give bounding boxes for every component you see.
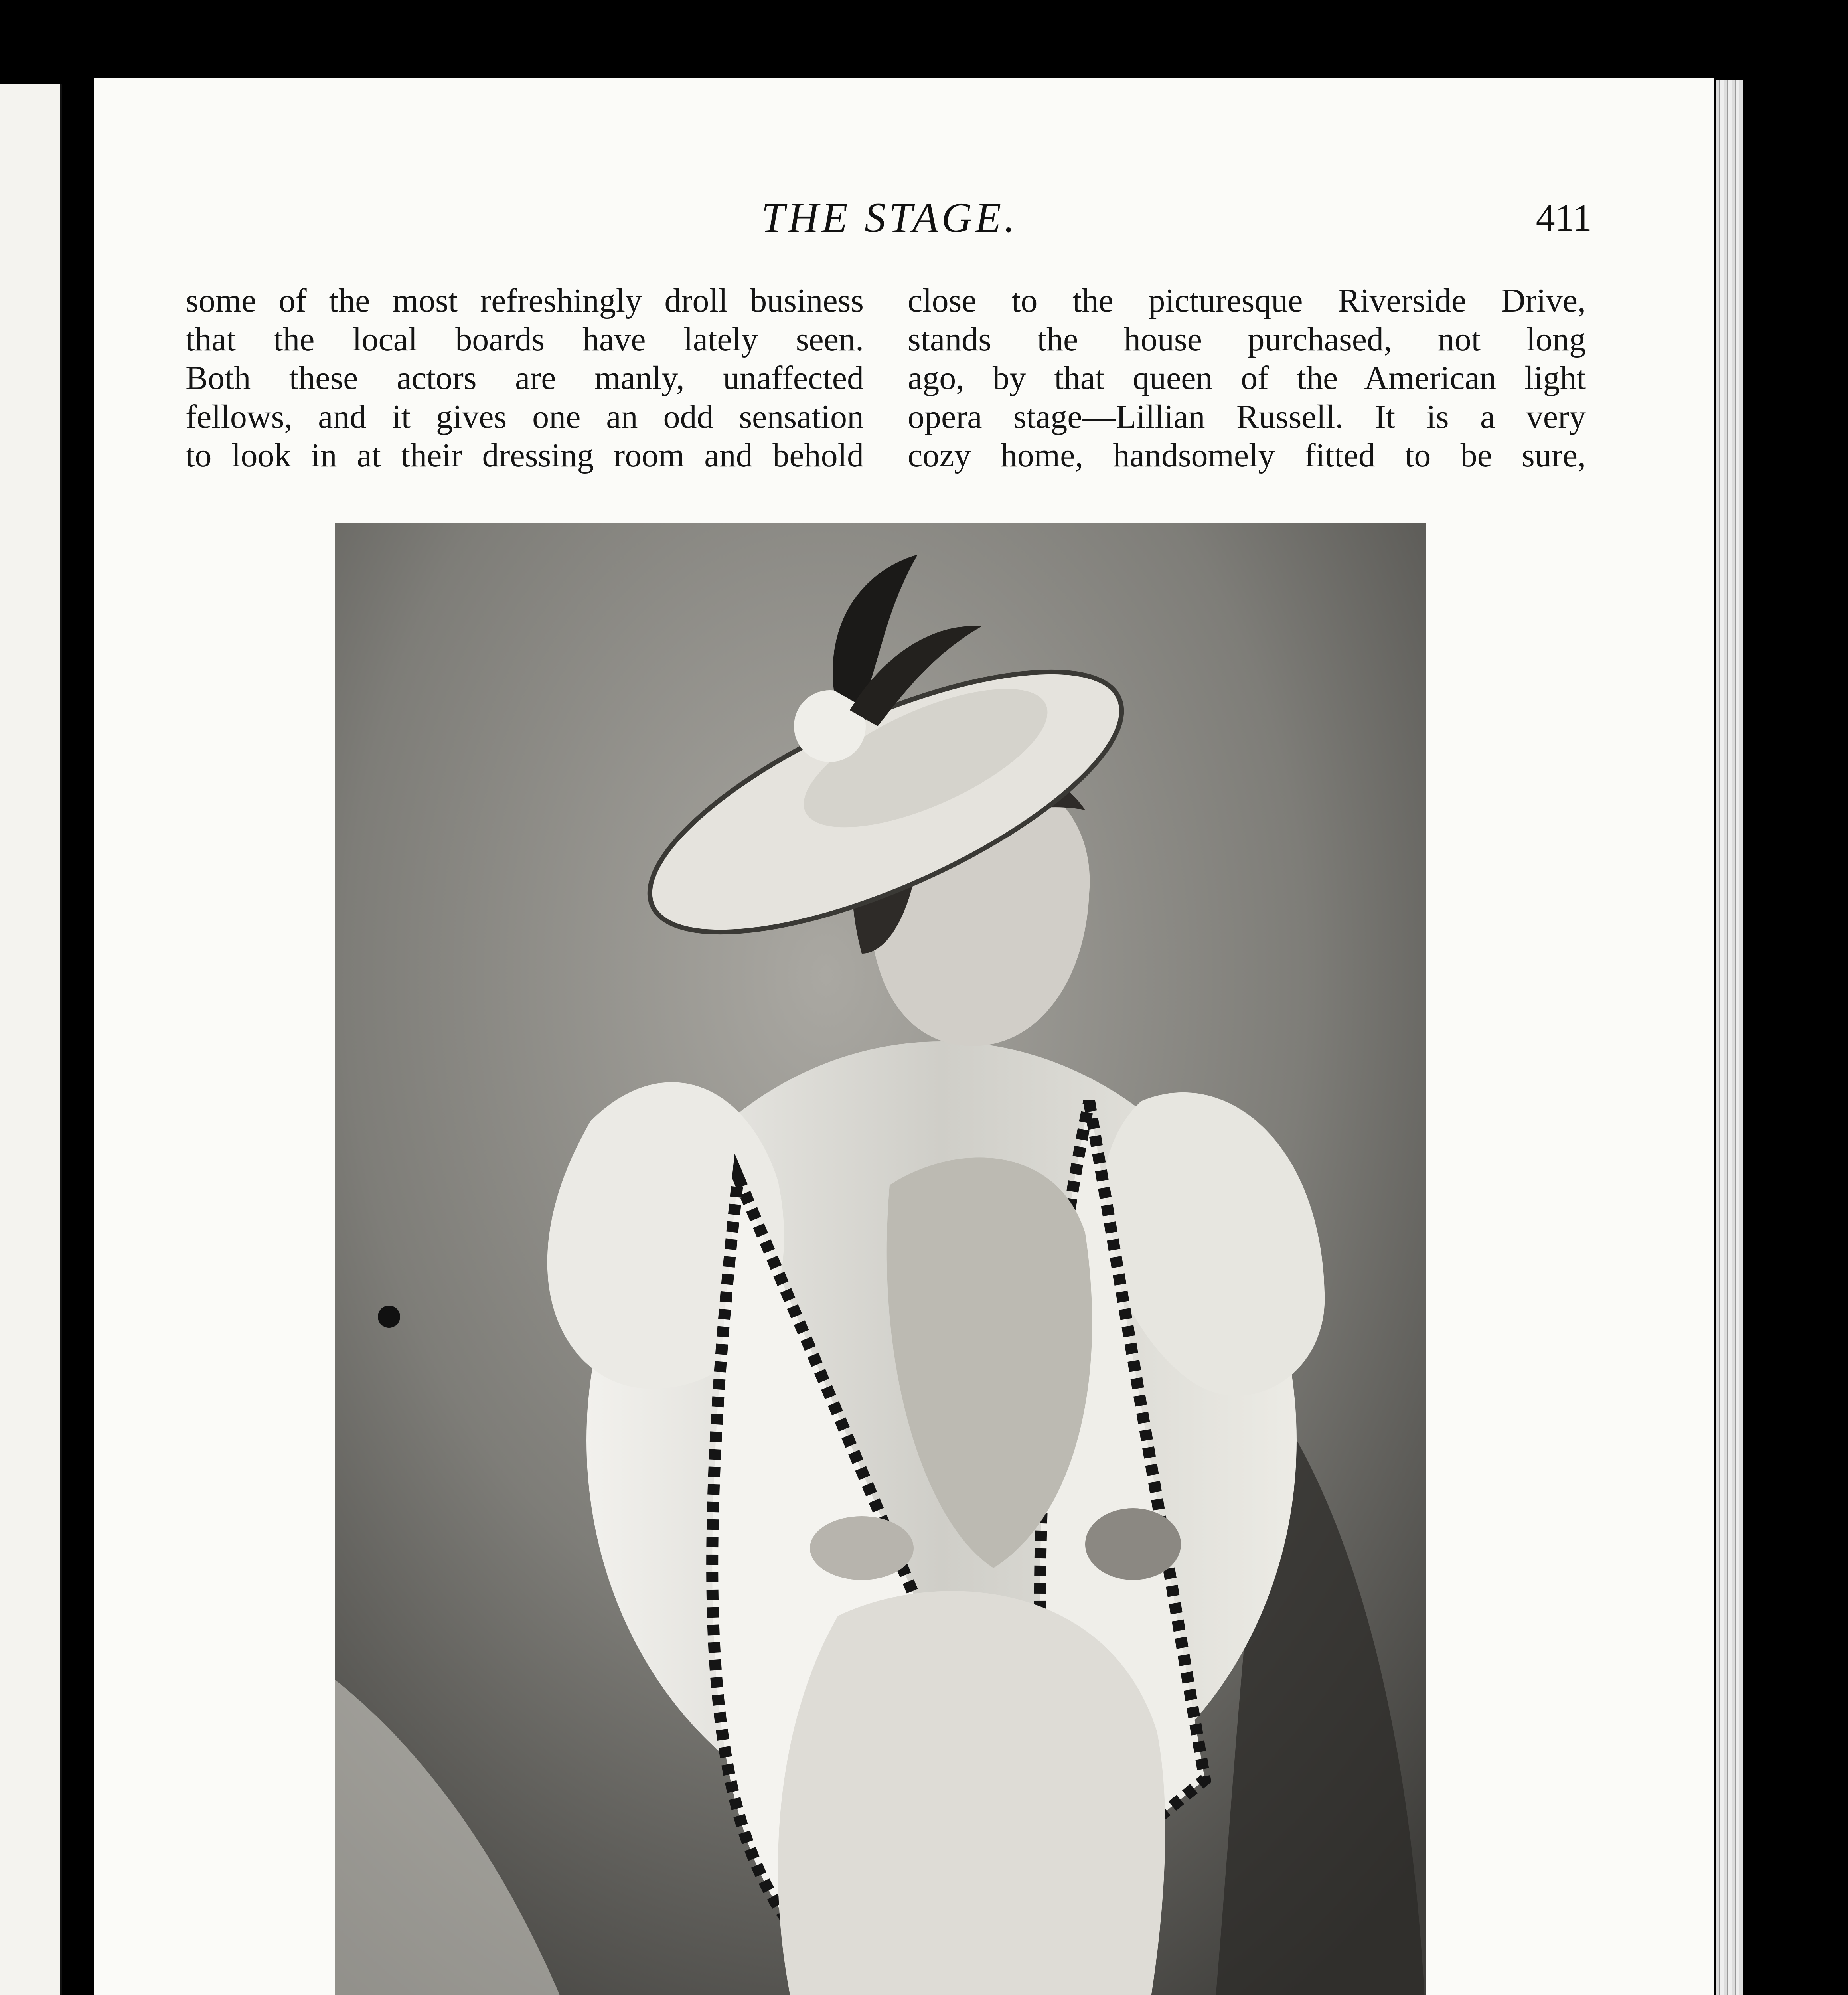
top-right-column (908, 281, 1586, 475)
text-line: fellows, and it gives one an odd sensation (186, 398, 864, 435)
running-head: THE STAGE. (761, 194, 1018, 241)
page-stack-edge (1716, 80, 1743, 1995)
adjacent-page-edge (0, 84, 62, 1995)
text-line: to look in at their dressing room and behold (186, 437, 864, 474)
text-line: ago, by that queen of the American light (908, 359, 1586, 397)
text-line: Both these actors are manly, unaffected (186, 359, 864, 397)
portrait-photograph (335, 523, 1426, 1995)
top-left-column (186, 281, 864, 475)
text-line: that the local boards have lately seen. (186, 321, 864, 358)
text-line: close to the picturesque Riverside Drive, (908, 282, 1586, 319)
text-line: stands the house purchased, not long (908, 321, 1586, 358)
page-number: 411 (1536, 196, 1592, 239)
portrait-illustration (335, 523, 1426, 1995)
text-line: some of the most refreshingly droll business (186, 282, 864, 319)
text-line: opera stage—Lillian Russell. It is a very (908, 398, 1586, 435)
text-line: cozy home, handsomely fitted to be sure, (908, 437, 1586, 474)
